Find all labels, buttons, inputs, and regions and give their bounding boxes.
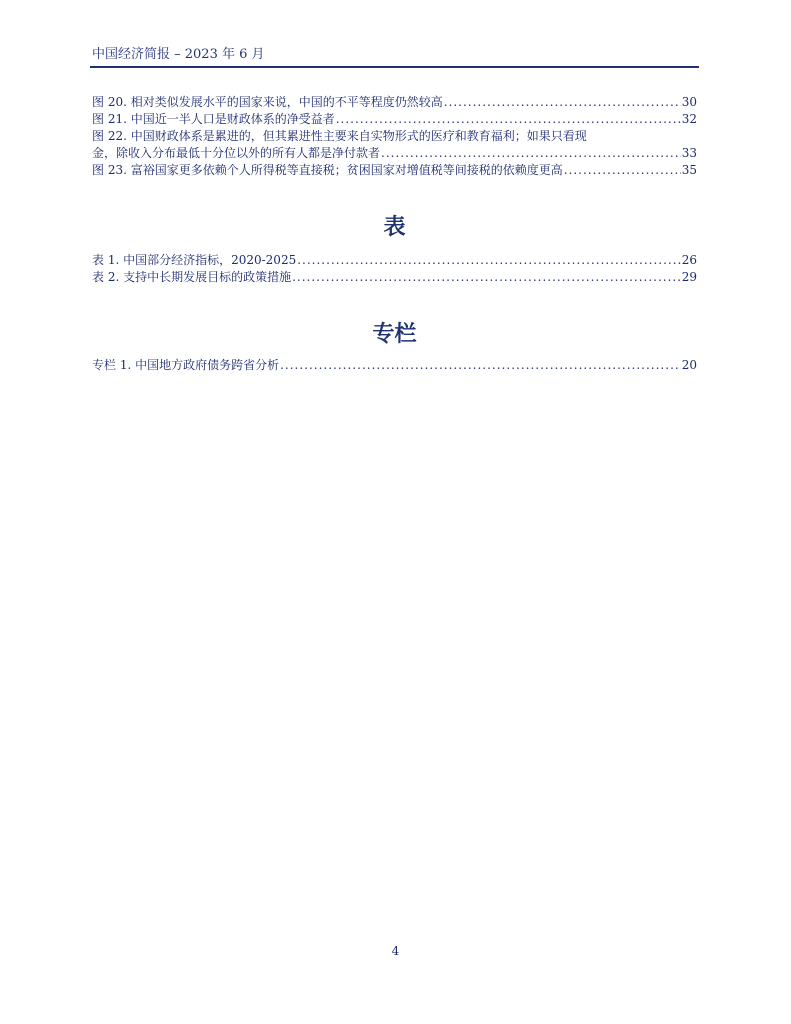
toc-leader bbox=[381, 145, 681, 162]
toc-entry-text: 图 20. 相对类似发展水平的国家来说，中国的不平等程度仍然较高 bbox=[92, 95, 443, 109]
toc-entry-page: 33 bbox=[681, 146, 697, 160]
toc-entry-page: 26 bbox=[681, 253, 697, 267]
toc-entry-text: 表 1. 中国部分经济指标，2020-2025 bbox=[92, 253, 297, 267]
toc-leader bbox=[280, 357, 681, 374]
tables-heading: 表 bbox=[383, 214, 406, 240]
toc-entry-page: 30 bbox=[681, 95, 697, 109]
toc-entry-page: 32 bbox=[681, 112, 697, 126]
toc-leader bbox=[292, 269, 681, 286]
toc-leader bbox=[564, 162, 681, 179]
boxes-heading: 专栏 bbox=[372, 321, 417, 347]
toc-entry-text-line1: 图 22. 中国财政体系是累进的，但其累进性主要来自实物形式的医疗和教育福利；如果只看现 bbox=[92, 129, 587, 143]
toc-entry-text: 图 23. 富裕国家更多依赖个人所得税等直接税；贫困国家对增值税等间接税的依赖度更高 bbox=[92, 163, 563, 177]
toc-entry-text: 图 21. 中国近一半人口是财政体系的净受益者 bbox=[92, 112, 335, 126]
toc-entry-page: 20 bbox=[681, 358, 697, 372]
toc-entry-text-line2: 金，除收入分布最低十分位以外的所有人都是净付款者 bbox=[92, 146, 381, 160]
header-title: 中国经济简报 – 2023 年 6 月 bbox=[92, 47, 265, 62]
toc-entry-box-1[interactable] bbox=[92, 357, 697, 374]
toc-leader bbox=[336, 111, 681, 128]
page-number: 4 bbox=[391, 944, 400, 958]
toc-entry-text: 表 2. 支持中长期发展目标的政策措施 bbox=[92, 270, 292, 284]
figures-list bbox=[92, 94, 697, 179]
toc-entry-figure-21[interactable] bbox=[92, 111, 697, 128]
toc-entry-page: 29 bbox=[681, 270, 697, 284]
toc-entry-table-2[interactable] bbox=[92, 269, 697, 286]
toc-entry-figure-20[interactable] bbox=[92, 94, 697, 111]
toc-entry-page: 35 bbox=[681, 163, 697, 177]
page-header bbox=[92, 46, 699, 66]
header-rule bbox=[90, 66, 699, 68]
tables-list bbox=[92, 252, 697, 286]
toc-entry-figure-22[interactable] bbox=[92, 128, 697, 162]
toc-leader bbox=[297, 252, 681, 269]
toc-entry-figure-23[interactable] bbox=[92, 162, 697, 179]
toc-entry-table-1[interactable] bbox=[92, 252, 697, 269]
toc-entry-text: 专栏 1. 中国地方政府债务跨省分析 bbox=[92, 358, 280, 372]
toc-leader bbox=[444, 94, 681, 111]
boxes-list bbox=[92, 357, 697, 374]
